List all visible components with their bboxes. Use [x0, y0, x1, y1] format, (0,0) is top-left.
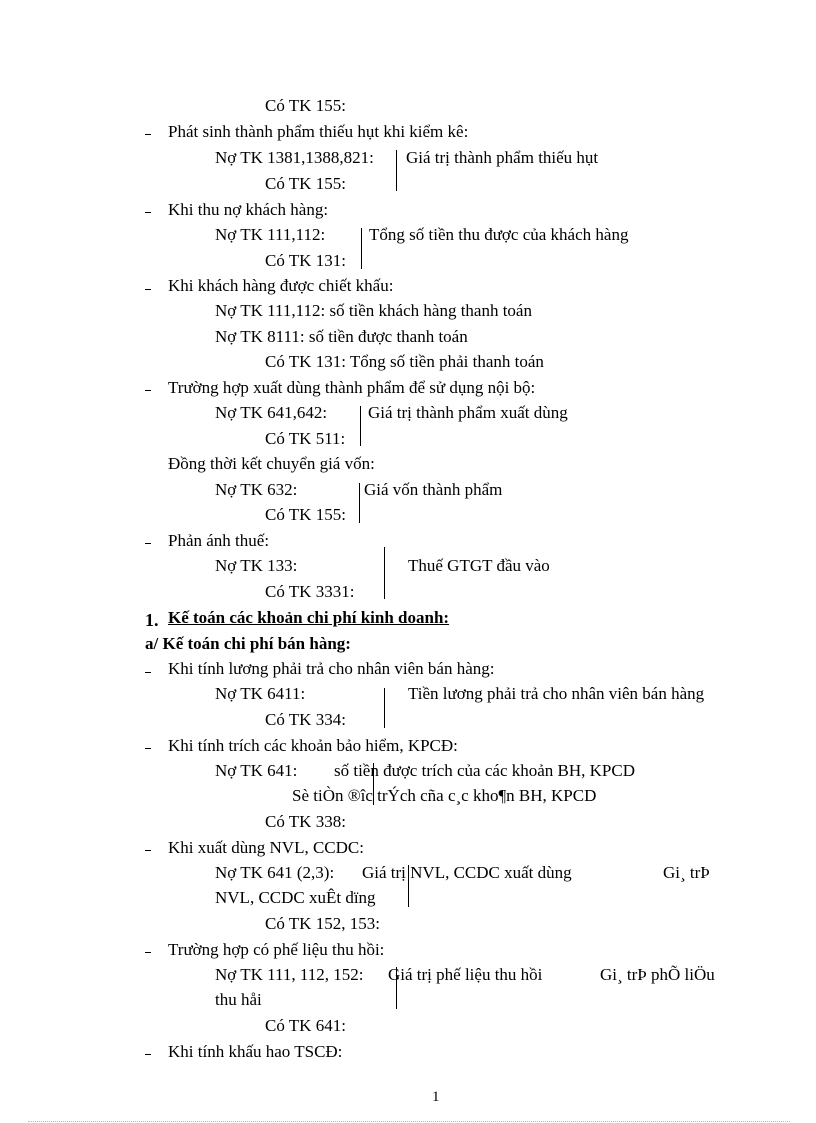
- paragraph-text: Đồng thời kết chuyển giá vốn:: [168, 454, 375, 473]
- credit-line: Có TK 641:: [265, 1016, 346, 1035]
- debit-line: Nợ TK 111,112:: [215, 225, 326, 244]
- debit-line: Nợ TK 133:: [215, 556, 298, 575]
- bullet-text: Phát sinh thành phẩm thiếu hụt khi kiểm kê:: [168, 122, 469, 141]
- debit-line: Nợ TK 641:: [215, 761, 298, 780]
- entry-description: Giá trị NVL, CCDC xuất dùng: [362, 863, 572, 882]
- bullet-dash: [145, 543, 151, 544]
- bullet-dash: [145, 390, 151, 391]
- garbled-text-fragment: Gi¸ trÞ: [663, 863, 710, 882]
- bullet-text: Khi tính lương phải trả cho nhân viên bán hàng:: [168, 659, 495, 678]
- bullet-text: Khi xuất dùng NVL, CCDC:: [168, 838, 364, 857]
- entry-description: Giá trị phế liệu thu hồi: [388, 965, 543, 984]
- entry-description: số tiền được trích của các khoản BH, KPCD: [334, 761, 635, 780]
- bullet-dash: [145, 672, 151, 673]
- debit-line: Nợ TK 111, 112, 152:: [215, 965, 364, 984]
- bullet-dash: [145, 1054, 151, 1055]
- entry-description: Giá vốn thành phẩm: [364, 480, 503, 499]
- subsection-heading: a/ Kế toán chi phí bán hàng:: [145, 634, 351, 653]
- garbled-text-line: thu håi: [215, 990, 262, 1009]
- entry-description: Tổng số tiền thu được của khách hàng: [369, 225, 629, 244]
- bullet-dash: [145, 850, 151, 851]
- debit-line: Nợ TK 111,112: số tiền khách hàng thanh toán: [215, 301, 532, 320]
- credit-line: Có TK 131:: [265, 251, 346, 270]
- bullet-text: Khi khách hàng được chiết khấu:: [168, 276, 394, 295]
- entry-description: Giá trị thành phẩm thiếu hụt: [406, 148, 599, 167]
- credit-line: Có TK 511:: [265, 429, 346, 448]
- bullet-dash: [145, 134, 151, 135]
- credit-line: Có TK 155:: [265, 174, 346, 193]
- entry-divider: [360, 406, 361, 446]
- bullet-text: Khi tính trích các khoản bảo hiểm, KPCĐ:: [168, 736, 458, 755]
- bullet-dash: [145, 212, 151, 213]
- credit-line: Có TK 155:: [265, 505, 346, 524]
- credit-line: Có TK 131: Tổng số tiền phải thanh toán: [265, 352, 544, 371]
- debit-line: Nợ TK 632:: [215, 480, 298, 499]
- entry-divider: [396, 150, 397, 191]
- entry-divider: [384, 688, 385, 728]
- bullet-dash: [145, 289, 151, 290]
- debit-line: Nợ TK 641 (2,3):: [215, 863, 335, 882]
- credit-line: Có TK 152, 153:: [265, 914, 380, 933]
- debit-line: Nợ TK 6411:: [215, 684, 306, 703]
- debit-line: Nợ TK 1381,1388,821:: [215, 148, 374, 167]
- entry-description: Thuế GTGT đầu vào: [408, 556, 550, 575]
- entry-divider: [361, 228, 362, 269]
- garbled-text-line: NVL, CCDC xuÊt dïng: [215, 888, 376, 907]
- bullet-text: Khi thu nợ khách hàng:: [168, 200, 329, 219]
- credit-line: Có TK 3331:: [265, 582, 355, 601]
- section-heading: Kế toán các khoản chi phí kinh doanh:: [168, 608, 450, 627]
- credit-line: Có TK 338:: [265, 812, 346, 831]
- bullet-dash: [145, 748, 151, 749]
- bullet-text: Phản ánh thuế:: [168, 531, 270, 550]
- entry-description: Tiền lương phải trả cho nhân viên bán hàng: [408, 684, 705, 703]
- entry-divider: [384, 547, 385, 599]
- credit-line: Có TK 155:: [265, 96, 346, 115]
- credit-line: Có TK 334:: [265, 710, 346, 729]
- page-bottom-edge: [28, 1121, 790, 1122]
- bullet-dash: [145, 952, 151, 953]
- bullet-text: Khi tính khấu hao TSCĐ:: [168, 1042, 343, 1061]
- bullet-text: Trường hợp xuất dùng thành phẩm để sử dụng nội bộ:: [168, 378, 536, 397]
- entry-divider: [359, 483, 360, 523]
- bullet-text: Trường hợp có phế liệu thu hồi:: [168, 940, 385, 959]
- debit-line: Nợ TK 8111: số tiền được thanh toán: [215, 327, 468, 346]
- page-number: 1: [432, 1089, 440, 1105]
- garbled-text-line: Sè tiÒn ®îc trÝch cña c¸c kho¶n BH, KPCD: [292, 786, 597, 805]
- garbled-text-fragment: Gi¸ trÞ phÕ liÖu: [600, 965, 715, 984]
- entry-description: Giá trị thành phẩm xuất dùng: [368, 403, 568, 422]
- debit-line: Nợ TK 641,642:: [215, 403, 328, 422]
- section-number: 1.: [145, 610, 159, 630]
